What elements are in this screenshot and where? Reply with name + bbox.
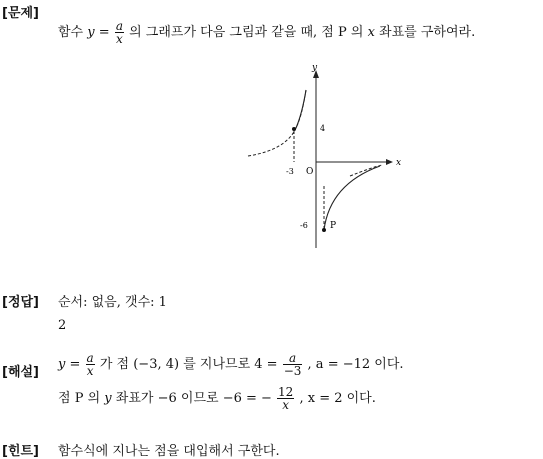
x-axis-label: x [396,158,402,168]
problem-label: [문제] [2,6,39,21]
point-p [322,228,326,232]
expl-end: , a = −12 이다. [307,357,404,372]
expl-fraction-1 [86,352,95,377]
hint-label: [힌트] [2,444,39,459]
expl-fraction-2-den: −3 [283,364,302,378]
answer-label: [정답] [2,295,39,310]
expl2-end: , x = 2 이다. [299,391,376,406]
curve-left-branch [296,90,306,128]
expl-eq: = [69,357,81,372]
problem-text-b: 의 그래프가 다음 그림과 같을 때, 점 P 의 [129,25,364,40]
problem-fraction-den: x [116,32,123,46]
answer-line-1: 순서: 없음, 갯수: 1 [58,295,167,310]
expl2-y: y [104,391,112,406]
expl2-mid: 좌표가 −6 이므로 −6 = − [115,391,272,406]
expl-fraction-2-num: a [288,351,297,365]
problem-text-c: 좌표를 구하여라. [379,25,476,40]
problem-text-x: x [367,25,375,40]
point-p-label: P [330,221,337,231]
problem-fraction-num: a [115,19,123,33]
y-axis-label: y [312,63,318,73]
tick-label-neg6: -6 [300,221,308,230]
expl-mid: 가 점 (−3, 4) 를 지나므로 4 = [99,357,278,372]
problem-fn-eq: = [98,25,110,40]
explanation-line-1 [58,352,404,377]
problem-fn-y: y [87,25,95,40]
problem-text-a: 함수 [58,25,84,40]
expl-fraction-3-den: x [277,398,294,411]
curve-left-dashed [248,90,306,156]
problem-fraction [115,20,124,45]
expl-fraction-1-num: a [86,351,94,365]
expl-fraction-2 [283,352,303,377]
explanation-line-2 [58,386,376,411]
expl2-start: 점 P 의 [58,391,101,406]
expl-fraction-3 [277,386,294,411]
hyperbola-graph [240,58,410,253]
expl-fraction-3-num: 12 [278,385,294,399]
expl-fraction-1-den: x [86,364,94,378]
expl-y: y [58,357,66,372]
tick-label-neg3: -3 [286,167,294,176]
tick-label-4: 4 [320,124,326,133]
problem-statement [58,20,475,45]
hint-text: 함수식에 지나는 점을 대입해서 구한다. [58,444,280,459]
x-axis-arrow [386,159,393,165]
answer-line-2: 2 [58,318,67,333]
origin-label: O [306,167,314,177]
point-neg3-4 [292,127,296,131]
explanation-label: [해설] [2,365,39,380]
